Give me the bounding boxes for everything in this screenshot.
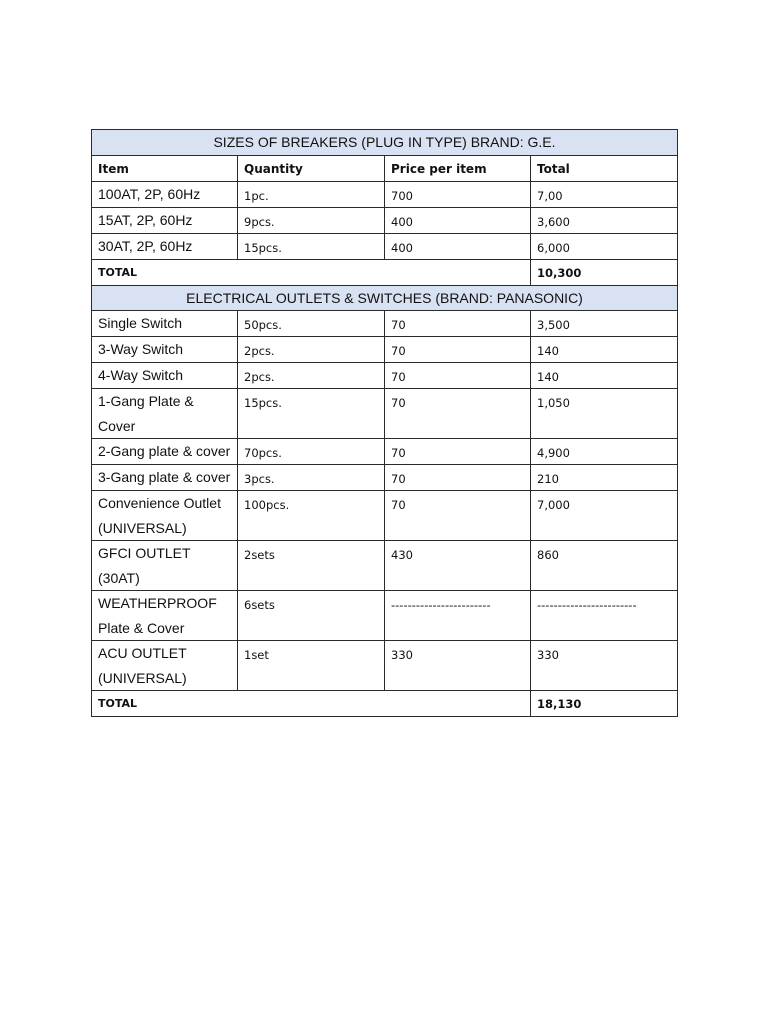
quantity-cell: 1set [237,640,385,691]
total-cell: 4,900 [530,438,678,465]
outlets-section-title: ELECTRICAL OUTLETS & SWITCHES (BRAND: PANASONIC) [91,285,678,311]
table-row [91,181,678,208]
quantity-cell: 3pcs. [237,464,385,491]
table-row [91,336,678,363]
total-cell: ------------------------ [530,590,678,641]
column-header-item: Item [91,155,238,182]
total-cell: 7,00 [530,181,678,208]
table-row [91,464,678,491]
quantity-cell: 6sets [237,590,385,641]
item-line: 1-Gang Plate & [98,393,194,409]
total-value: 18,130 [530,690,678,717]
item-line: (UNIVERSAL) [98,670,187,686]
price-cell: 70 [384,310,531,337]
price-cell: 330 [384,640,531,691]
price-cell: 400 [384,207,531,234]
item-line: Convenience Outlet [98,495,221,511]
price-cell: 70 [384,388,531,439]
item-line: Plate & Cover [98,620,185,636]
breakers-total-row [91,259,678,286]
item-cell: 30AT, 2P, 60Hz [91,233,238,260]
item-cell: Single Switch [91,310,238,337]
total-label: TOTAL [91,690,531,717]
price-cell: 430 [384,540,531,591]
quantity-cell: 100pcs. [237,490,385,541]
item-cell [91,590,238,641]
price-cell: 70 [384,490,531,541]
table-row [91,310,678,337]
quantity-cell: 2sets [237,540,385,591]
quantity-cell: 15pcs. [237,388,385,439]
item-line: ACU OUTLET [98,645,187,661]
table-row [91,388,678,439]
quantity-cell: 50pcs. [237,310,385,337]
table-row [91,233,678,260]
price-cell: ------------------------ [384,590,531,641]
price-cell: 700 [384,181,531,208]
item-line: (30AT) [98,570,140,586]
column-header-row [91,155,678,182]
column-header-total: Total [530,155,678,182]
table-row [91,540,678,591]
total-cell: 7,000 [530,490,678,541]
total-cell: 330 [530,640,678,691]
table-row [91,362,678,389]
item-cell [91,640,238,691]
item-cell [91,490,238,541]
item-cell: 3-Gang plate & cover [91,464,238,491]
item-cell: 15AT, 2P, 60Hz [91,207,238,234]
total-cell: 140 [530,336,678,363]
total-cell: 3,600 [530,207,678,234]
total-cell: 140 [530,362,678,389]
total-cell: 3,500 [530,310,678,337]
breakers-section-title: SIZES OF BREAKERS (PLUG IN TYPE) BRAND: G.E. [91,129,678,156]
table-row [91,590,678,641]
table-row [91,207,678,234]
item-cell [91,540,238,591]
outlets-total-row [91,690,678,717]
total-cell: 1,050 [530,388,678,439]
total-cell: 6,000 [530,233,678,260]
item-cell: 2-Gang plate & cover [91,438,238,465]
item-line: WEATHERPROOF [98,595,217,611]
total-label: TOTAL [91,259,531,286]
price-cell: 70 [384,438,531,465]
item-line: (UNIVERSAL) [98,520,187,536]
item-cell [91,388,238,439]
price-cell: 70 [384,362,531,389]
total-value: 10,300 [530,259,678,286]
quantity-cell: 1pc. [237,181,385,208]
breakers-section-header [91,129,678,156]
column-header-quantity: Quantity [237,155,385,182]
quantity-cell: 9pcs. [237,207,385,234]
quantity-cell: 2pcs. [237,336,385,363]
column-header-price: Price per item [384,155,531,182]
outlets-section-header [91,285,678,311]
quantity-cell: 15pcs. [237,233,385,260]
price-cell: 400 [384,233,531,260]
total-cell: 210 [530,464,678,491]
item-line: GFCI OUTLET [98,545,191,561]
price-cell: 70 [384,464,531,491]
item-cell: 3-Way Switch [91,336,238,363]
total-cell: 860 [530,540,678,591]
item-line: Cover [98,418,136,434]
table-row [91,438,678,465]
price-cell: 70 [384,336,531,363]
quantity-cell: 2pcs. [237,362,385,389]
item-cell: 4-Way Switch [91,362,238,389]
quantity-cell: 70pcs. [237,438,385,465]
table-row [91,640,678,691]
table-row [91,490,678,541]
item-cell: 100AT, 2P, 60Hz [91,181,238,208]
